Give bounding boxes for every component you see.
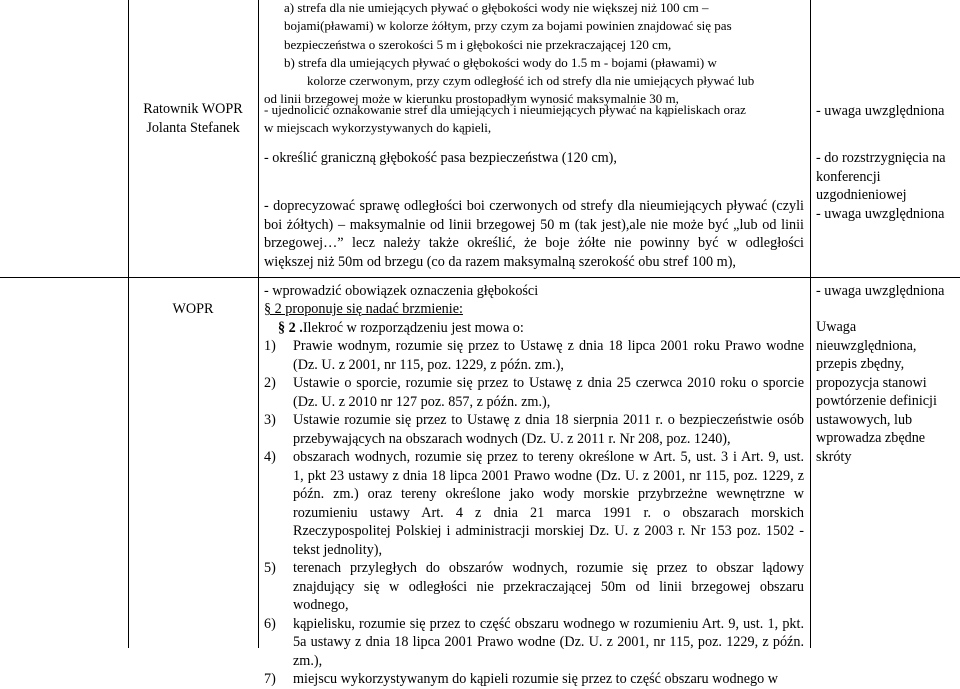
definition-number: 6): [264, 615, 276, 632]
definition-text: [293, 670, 804, 689]
proposal-line: w miejscach wykorzystywanych do kąpieli,: [264, 120, 492, 136]
definition-number: 4): [264, 449, 276, 465]
author-line: Jolanta Stefanek: [146, 119, 240, 136]
status-line: ustawowych, lub: [816, 411, 913, 428]
definition-text: [293, 374, 804, 411]
definition-line: tekst jednolity),: [293, 541, 383, 558]
definition-item: [264, 337, 804, 374]
proposal-line: większej niż 50m od brzegu (co da razem maksymalną szerokość obu stref 100 m),: [264, 253, 736, 270]
status-line: przepis zbędny,: [816, 356, 905, 372]
definition-item: [264, 615, 804, 671]
row1-author-cell: [130, 100, 256, 137]
definition-line: kąpielisku, rozumie się przez to część obszaru wodnego w rozumieniu Art. 9, ust. 1, pkt.: [293, 615, 804, 632]
definition-number: 3): [264, 412, 276, 428]
intro-line: od linii brzegowej może w kierunku prostopadłym wynosić maksymalnie 30 m,: [264, 91, 679, 107]
status-line: - do rozstrzygnięcia na: [816, 150, 946, 166]
status-line: propozycja stanowi: [816, 374, 927, 391]
author-line: WOPR: [172, 301, 214, 317]
definition-item: [264, 670, 804, 689]
definition-line: późn. zm.) oraz tereny określone jako wody morskie przybrzeżne wewnętrzne w: [293, 486, 804, 502]
row2-proposal-1: [264, 282, 804, 301]
definition-item: [264, 411, 804, 448]
row-divider: [0, 277, 960, 278]
definition-line: 5a ustawy z dnia 18 lipca 2001 Prawo wodne (Dz. U. z 2001, nr 115, poz. 1229, z późn.: [293, 634, 804, 650]
definition-text: [293, 337, 804, 374]
definition-number: 7): [264, 671, 276, 687]
status-line: Uwaga: [816, 319, 857, 335]
definition-text: [293, 615, 804, 671]
definition-line: Ustawie rozumie się przez to Ustawę z dnia 18 sierpnia 2011 r. o bezpieczeństwie osób: [293, 412, 804, 428]
table-border-col2: [258, 0, 259, 648]
proposal-line: - doprecyzować sprawę odległości boi czerwonych od strefy dla nieumiejących pływać (czyli: [264, 198, 804, 214]
proposal-line: boi żółtych) – maksymalnie od linii brzegowej 50 m (tak jest),ale nie może być „lub od linii: [264, 216, 804, 233]
definition-text: [293, 448, 804, 559]
definition-line: Rzeczypospolitej Polskiej i administracji morskiej Dz. U. z 2003 r. Nr 153 poz. 1502 -: [293, 523, 804, 539]
definition-item: [264, 559, 804, 615]
status-line: - uwaga uwzględniona: [816, 205, 945, 222]
row1-proposal-2: [264, 149, 804, 168]
paragraph-number: § 2 .: [278, 320, 303, 336]
definition-line: rozumieniu ustawy Art. 4 z dnia 21 marca 1991 r. o obszarach morskich: [293, 504, 804, 521]
definition-line: Ustawie o sporcie, rozumie się przez to Ustawę z dnia 25 czerwca 2010 roku o sporcie: [293, 375, 804, 391]
intro-line: b) strefa dla umiejących pływać o głębokości wody do 1.5 m - bojami (pławami) w: [284, 54, 717, 70]
table-border-col3: [810, 0, 811, 648]
definition-line: przebywających na obszarach wodnych (Dz. U. z 2011 r. Nr 208, poz. 1240),: [293, 430, 731, 447]
definition-line: terenach przyległych do obszarów wodnych, rozumie się przez to obszar lądowy: [293, 560, 804, 576]
status-line: powtórzenie definicji: [816, 393, 937, 409]
intro-line: kolorze czerwonym, przy czym odległość ich od strefy dla nie umiejących pływać lub: [307, 73, 755, 89]
intro-line: bezpieczeństwa o szerokości 5 m i głębokości nie przekraczającej 120 cm,: [284, 36, 672, 52]
proposal-line: brzegowej…” lecz należy także określić, że boje żółte nie powinny być w odległości: [264, 235, 804, 251]
definition-number: 5): [264, 560, 276, 576]
definition-number: 1): [264, 338, 276, 354]
row2-author-cell: [130, 300, 256, 319]
status-line: skróty: [816, 448, 852, 465]
definition-text: [293, 559, 804, 615]
definition-item: [264, 448, 804, 559]
intro-line: a) strefa dla nie umiejących pływać o głębokości wody nie większej niż 100 cm –: [284, 0, 709, 15]
row1-status-1: [816, 102, 958, 121]
status-line: uzgodnieniowej: [816, 187, 907, 203]
status-line: wprowadza zbędne: [816, 430, 926, 446]
definition-line: wodnego,: [293, 597, 349, 613]
proposal-line: - wprowadzić obowiązek oznaczenia głębokości: [264, 283, 539, 299]
row1-proposal-3: [264, 197, 804, 271]
proposal-line: - ujednolicić oznakowanie stref dla umiejących i nieumiejących pływać na kąpieliskach oraz: [264, 102, 746, 117]
definition-line: (Dz. U. z 2001, nr 115, poz. 1229, z późn. zm.),: [293, 356, 564, 373]
paragraph-head: [278, 319, 798, 338]
paragraph-intro: [264, 300, 804, 319]
paragraph-intro-text: § 2 proponuje się nadać brzmienie:: [264, 301, 463, 317]
definition-line: Prawie wodnym, rozumie się przez to Ustawę z dnia 18 lipca 2001 roku Prawo wodne: [293, 338, 804, 354]
paragraph-head-text: Ilekroć w rozporządzeniu jest mowa o:: [302, 320, 524, 336]
status-text: - uwaga uwzględniona: [816, 283, 945, 299]
table-border-left: [128, 0, 129, 648]
row2-status-2: [816, 318, 958, 466]
status-line: nieuwzględniona,: [816, 337, 917, 354]
definition-line: zm.),: [293, 652, 323, 669]
status-line: konferencji: [816, 168, 881, 185]
status-text: - uwaga uwzględniona: [816, 103, 945, 119]
definition-text: [293, 411, 804, 448]
definition-line: obszarach wodnych, rozumie się przez to tereny określone w Art. 5, ust. 3 i Art. 9, ust.: [293, 449, 804, 465]
row1-proposal-1: [264, 101, 804, 138]
definition-line: miejscu wykorzystywanym do kąpieli rozumie się przez to część obszaru wodnego w: [293, 671, 778, 687]
proposal-line: - określić graniczną głębokość pasa bezpieczeństwa (120 cm),: [264, 150, 617, 166]
definition-line: znajdujący się w odległości nie przekraczającej 50m od linii brzegowej obszaru: [293, 578, 804, 595]
row1-status-2: [816, 149, 958, 223]
definition-item: [264, 374, 804, 411]
row2-status-1: [816, 282, 958, 301]
definition-line: (Dz. U. z 2010 nr 127 poz. 857, z późn. zm.),: [293, 393, 551, 410]
definition-number: 2): [264, 375, 276, 391]
intro-line: bojami(pławami) w kolorze żółtym, przy czym za bojami powinien znajdować się pas: [284, 18, 732, 34]
row1-intro-text: [264, 0, 800, 109]
author-line: Ratownik WOPR: [143, 101, 243, 117]
definition-line: 1, pkt 23 ustawy z dnia 18 lipca 2001 Prawo wodne (Dz. U. z 2001, nr 115, poz. 1229, z: [293, 467, 804, 484]
